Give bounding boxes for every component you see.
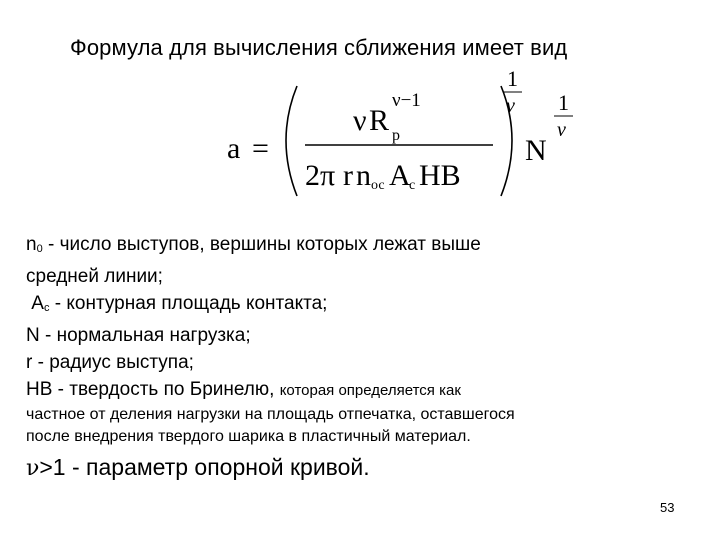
denominator-n-sub: ос xyxy=(371,178,385,193)
exponent-numerator: 1 xyxy=(507,66,518,91)
page-number: 53 xyxy=(660,500,675,515)
N-exponent-denominator: ν xyxy=(557,119,566,141)
definition-HB-continuation-1: частное от деления нагрузки на площадь отпечатка, оставшегося xyxy=(26,406,515,423)
denominator-n: n xyxy=(356,159,371,192)
definition-n0-continuation: средней линии; xyxy=(26,266,163,287)
nu-symbol: ν xyxy=(26,456,40,481)
N-exponent-numerator: 1 xyxy=(558,90,569,115)
Ac-description: - контурная площадь контакта; xyxy=(49,293,328,314)
n0-subscript: 0 xyxy=(36,243,43,255)
n0-description: - число выступов, вершины которых лежат выше xyxy=(42,234,481,255)
denominator-A: A xyxy=(389,159,411,192)
HB-note: которая определяется как xyxy=(279,382,461,399)
numerator-R-sub: p xyxy=(392,127,400,144)
formula xyxy=(225,62,595,207)
denominator-2pi: 2π xyxy=(305,159,336,192)
definition-N: N - нормальная нагрузка; xyxy=(26,325,251,346)
denominator-HB: HB xyxy=(419,159,461,192)
denominator-A-sub: c xyxy=(409,178,416,193)
definition-HB xyxy=(26,376,686,404)
HB-description: НВ - твердость по Бринелю, xyxy=(26,379,280,400)
numerator-nu: ν xyxy=(353,104,367,137)
definition-Ac xyxy=(26,290,686,322)
definition-n0 xyxy=(26,231,686,263)
nu-description: >1 - параметр опорной кривой. xyxy=(39,454,370,480)
n0-symbol: n xyxy=(26,234,37,255)
slide-title: Формула для вычисления сближения имеет вид xyxy=(70,35,568,60)
denominator-r: r xyxy=(343,159,353,192)
Ac-symbol: А xyxy=(31,293,44,314)
formula-lhs: a xyxy=(227,132,241,165)
numerator-R-sup: ν−1 xyxy=(392,90,421,111)
left-paren xyxy=(286,86,297,196)
definition-r: r - радиус выступа; xyxy=(26,352,194,373)
definition-HB-continuation-2: после внедрения твердого шарика в пластичный материал. xyxy=(26,428,471,445)
definition-nu xyxy=(26,452,686,484)
exponent-denominator: ν xyxy=(506,95,515,117)
definitions-list xyxy=(26,231,686,484)
formula-N: N xyxy=(525,134,547,167)
Ac-subscript: с xyxy=(43,302,50,314)
formula-equals: = xyxy=(252,132,269,165)
numerator-R: R xyxy=(369,104,390,137)
